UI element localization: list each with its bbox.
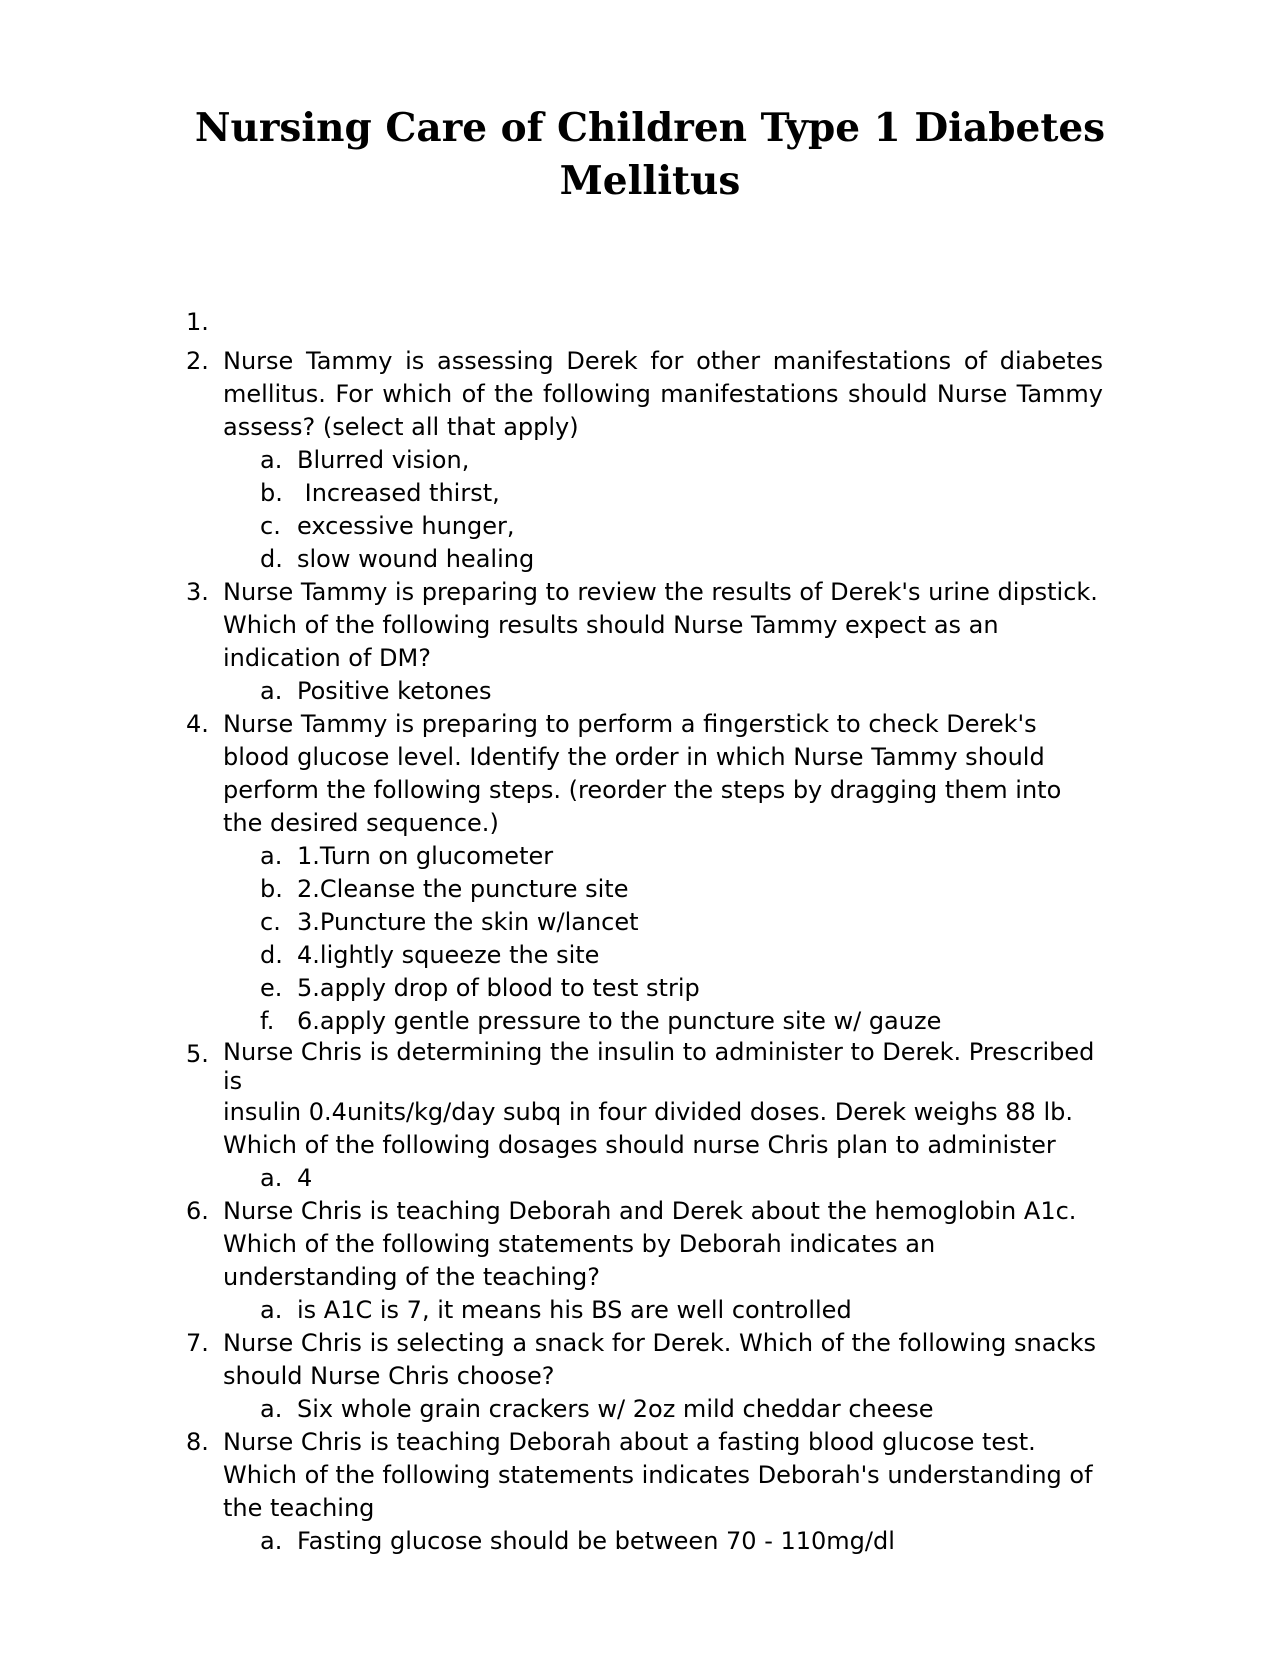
question-number: 8. (186, 1428, 209, 1456)
option-text: 5.apply drop of blood to test strip (297, 974, 700, 1002)
answer-option (0, 675, 1280, 708)
question-text: Nurse Tammy is preparing to perform a fingerstick to check Derek's blood glucose level. Identify the order in which Nurse Tammy should perform the following steps. (reorder the steps by dragging them into the desired sequence.) (223, 710, 1062, 837)
question-list (0, 306, 1280, 1558)
option-letter: a. (260, 446, 283, 474)
answer-option (0, 972, 1280, 1005)
question-text: Nurse Chris is teaching Deborah and Derek about the hemoglobin A1c. Which of the following statements by Deborah indicates an understanding of the teaching? (223, 1197, 1077, 1291)
question-number: 4. (186, 710, 209, 738)
option-text: 3.Puncture the skin w/lancet (297, 908, 639, 936)
option-text: is A1C is 7, it means his BS are well controlled (297, 1296, 852, 1324)
option-letter: d. (260, 941, 283, 969)
answer-option (0, 1005, 1280, 1038)
option-letter: a. (260, 842, 283, 870)
question-6 (0, 1195, 1103, 1294)
option-letter: c. (260, 512, 281, 540)
question-number: 1. (186, 308, 209, 336)
question-2 (0, 345, 1103, 444)
answer-option (0, 1525, 1280, 1558)
answer-option (0, 873, 1280, 906)
question-3 (0, 576, 1103, 675)
question-text-line-1: Nurse Chris is determining the insulin to administer to Derek. Prescribed is (223, 1038, 1095, 1095)
question-number: 5. (186, 1040, 209, 1068)
answer-option (0, 444, 1280, 477)
option-text: 6.apply gentle pressure to the puncture site w/ gauze (297, 1007, 942, 1035)
question-number: 3. (186, 578, 209, 606)
option-text: Six whole grain crackers w/ 2oz mild cheddar cheese (297, 1395, 934, 1423)
answer-option (0, 1294, 1280, 1327)
answer-option (0, 477, 1280, 510)
option-letter: a. (260, 1527, 283, 1555)
option-text: slow wound healing (297, 545, 535, 573)
option-text: 4.lightly squeeze the site (297, 941, 600, 969)
answer-option (0, 543, 1280, 576)
question-text: Nurse Chris is selecting a snack for Derek. Which of the following snacks should Nurse Chris choose? (223, 1329, 1096, 1390)
option-text: Fasting glucose should be between 70 - 110mg/dl (297, 1527, 895, 1555)
question-text: Nurse Tammy is assessing Derek for other manifestations of diabetes mellitus. For which of the following manifestations should Nurse Tammy assess? (select all that apply) (223, 347, 1103, 441)
option-text: 2.Cleanse the puncture site (297, 875, 629, 903)
answer-option (0, 1393, 1280, 1426)
option-letter: a. (260, 1296, 283, 1324)
option-text: excessive hunger, (297, 512, 515, 540)
question-5 (0, 1038, 1103, 1162)
option-letter: e. (260, 974, 283, 1002)
question-text: Nurse Tammy is preparing to review the results of Derek's urine dipstick. Which of the following results should Nurse Tammy expect as an indication of DM? (223, 578, 1098, 672)
answer-option (0, 939, 1280, 972)
option-letter: a. (260, 1395, 283, 1423)
question-4 (0, 708, 1103, 840)
question-7 (0, 1327, 1103, 1393)
answer-option (0, 510, 1280, 543)
answer-option (0, 1162, 1280, 1195)
option-letter: b. (260, 479, 283, 507)
option-text: Positive ketones (297, 677, 492, 705)
question-number: 2. (186, 347, 209, 375)
option-letter: f. (260, 1007, 275, 1035)
answer-option (0, 840, 1280, 873)
option-letter: a. (260, 1164, 283, 1192)
question-number: 6. (186, 1197, 209, 1225)
answer-option (0, 906, 1280, 939)
question-text: Nurse Chris is teaching Deborah about a fasting blood glucose test. Which of the following statements indicates Deborah's understanding of the teaching (223, 1428, 1093, 1522)
option-text: Increased thirst, (297, 479, 500, 507)
option-text: 1.Turn on glucometer (297, 842, 554, 870)
question-number: 7. (186, 1329, 209, 1357)
option-letter: c. (260, 908, 281, 936)
question-1 (0, 306, 1103, 339)
option-letter: b. (260, 875, 283, 903)
option-letter: a. (260, 677, 283, 705)
option-text: Blurred vision, (297, 446, 470, 474)
option-letter: d. (260, 545, 283, 573)
question-text-line-2: insulin 0.4units/kg/day subq in four divided doses. Derek weighs 88 lb. Which of the following dosages should nurse Chris plan to administer (223, 1098, 1073, 1159)
option-text: 4 (297, 1164, 313, 1192)
question-8 (0, 1426, 1103, 1525)
document-title: Nursing Care of Children Type 1 Diabetes Mellitus (194, 105, 1106, 204)
